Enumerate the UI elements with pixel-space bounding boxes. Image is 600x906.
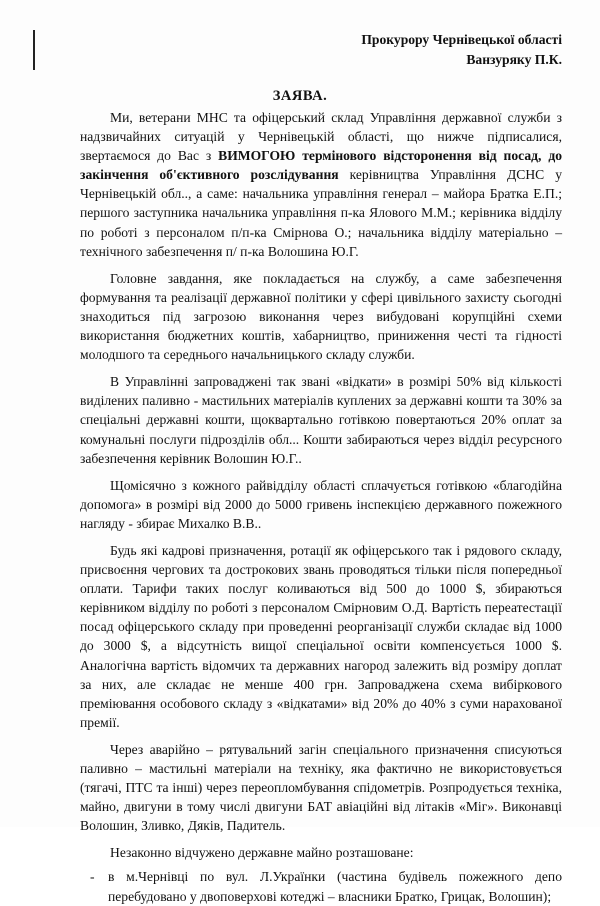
paragraph-6: Через аварійно – рятувальний загін спеціального призначення списуються паливно – мастильні матеріали на техніку, яка фактично не використовується (тягачі, ПТС та інші) через переопломбування спідометрів. Розпродується техніка, майно, двигуни в тому числі двигуни БАТ авіаційні від літаків «Міг». Виконавці Волошин, Зливко, Дяків, Падитель. [80, 741, 562, 834]
document-body [80, 108, 562, 906]
paragraph-5: Будь які кадрові призначення, ротації як офіцерського так і рядового складу, присвоєння чергових та дострокових звань проводяться тільки після попередньої оплати. Тарифи таких послуг коливаються від 500 до 1000 $, збираються керівником відділу по роботі з персоналом Смірновим О.Д. Вартість переатестації посад офіцерського складу при проведенні реорганізації служби складає від 1000 до 3000 $, а відсутність вищої спеціальної освіти компенсується 1000 $. Аналогічна вартість відомчих та державних нагород залежить від розміру доплат за них, але складає не менше 400 грн. Запроваджена схема вибіркового преміювання особового складу з «відкатами» від 20% до 40% з суми нарахованої премії. [80, 542, 562, 730]
paragraph-4: Щомісячно з кожного райвідділу області сплачується готівкою «благодійна допомога» в розмірі від 2000 до 5000 гривень інспекцією державного пожежного нагляду - збирає Михалко В.В.. [80, 477, 562, 531]
paragraph-1-start: Ми, ветерани МНС та офіцерський склад Управління державної служби з надзвичайних ситуацій у Чернівецькій області, що нижче підписалися, звертаємося до Вас з [80, 110, 562, 164]
list-item [80, 867, 562, 905]
document-title: ЗАЯВА. [272, 88, 328, 104]
margin-mark [33, 30, 35, 70]
paragraph-1 [80, 108, 562, 261]
paragraph-3: В Управлінні запроваджені так звані «відкати» в розмірі 50% від кількості виділених паливно - мастильних матеріалів куплених за державні кошти та 30% за спеціальні державні кошти, щоквартально готівкою повертаються 20% оплат за комунальні послуги підрозділів обл... Кошти забираються через відділ ресурсного забезпечення керівник Волошин Ю.Г.. [80, 374, 562, 466]
list-dash: - [90, 869, 95, 885]
paragraph-2: Головне завдання, яке покладається на службу, а саме забезпечення формування та реалізації державної політики у сфері цивільного захисту сьогодні знаходиться під загрозою виконання через вибудовані корупційні схеми використання бюджетних коштів, хабарництво, приниження честі та гідності молодшого та середнього начальницького складу служби. [80, 270, 562, 363]
addressee-line-1: Прокурору Чернівецької області [361, 32, 562, 47]
list-item-text: в м.Чернівці по вул. Л.Українки (частина будівель пожежного депо перебудовано у двоповерхові котеджі – власники Братко, Грицак, Волошин); [108, 869, 562, 904]
paragraph-7: Незаконно відчужено державне майно розташоване: [110, 845, 414, 861]
paragraph-1-end: керівництва Управління ДСНС у Чернівецькій обл.., а саме: начальника управління генерал – майора Братка Е.П.; першого заступника начальника управління п-ка Ялового М.М.; керівника відділу по роботі з персоналом п/п-ка Смірнова О.; начальника відділу матеріально – технічного забезпечення п/ п-ка Волошина Ю.Г. [80, 167, 562, 259]
addressee-line-2: Ванзуряку П.К. [466, 52, 562, 67]
addressee-block [361, 30, 562, 70]
paragraph-1-demand: ВИМОГОЮ термінового відсторонення від посад, до закінчення об'єктивного розслідування [80, 148, 562, 183]
property-list [80, 867, 562, 905]
